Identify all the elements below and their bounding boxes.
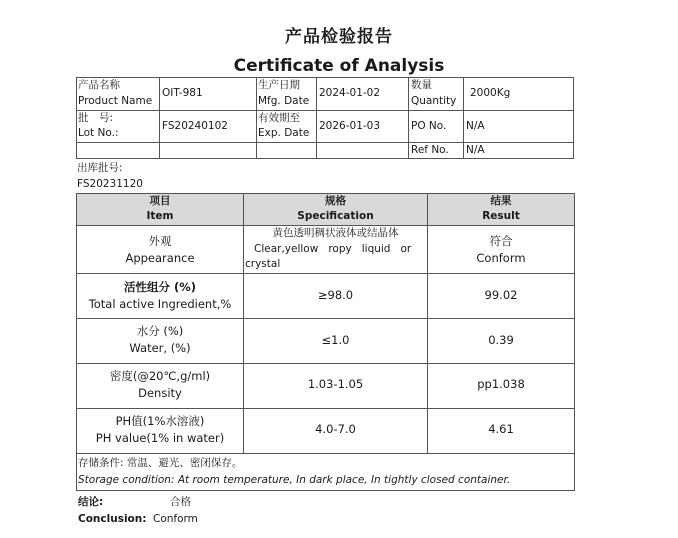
row-item-en: Appearance bbox=[125, 251, 195, 265]
mfg-date-value: 2024-01-02 bbox=[319, 87, 381, 99]
ref-no-label: Ref No. bbox=[411, 144, 449, 156]
header-item-en: Item bbox=[146, 210, 174, 222]
header-spec-cn: 规格 bbox=[325, 195, 346, 207]
row-item-cn: 外观 bbox=[148, 234, 172, 248]
row-result: 99.02 bbox=[484, 288, 518, 302]
storage-en: Storage condition: At room temperature, In dark place, In tightly closed container. bbox=[78, 474, 511, 486]
row-item-cn: 密度(@20℃,g/ml) bbox=[109, 369, 211, 383]
product-name-label-en: Product Name bbox=[78, 95, 153, 107]
exp-date-value: 2026-01-03 bbox=[319, 120, 381, 132]
row-result: pp1.038 bbox=[477, 377, 525, 391]
row-spec: ≤1.0 bbox=[321, 333, 350, 347]
row-item-en: Total active Ingredient,% bbox=[88, 297, 232, 311]
outbound-value: FS20231120 bbox=[77, 178, 143, 190]
lot-no-label-cn: 批 号: bbox=[78, 112, 114, 124]
quantity-label-en: Quantity bbox=[411, 95, 457, 107]
row-item-en: Water, (%) bbox=[129, 341, 191, 355]
row-item-en: Density bbox=[138, 386, 182, 400]
lot-no-value: FS20240102 bbox=[162, 120, 228, 132]
header-result-cn: 结果 bbox=[490, 195, 512, 207]
row-item-cn: 水分 (%) bbox=[136, 324, 184, 338]
row-item-cn: PH值(1%水溶液) bbox=[115, 414, 205, 428]
row-spec-cn: 黄色透明稠状液体或结晶体 bbox=[272, 227, 399, 239]
row-result: 4.61 bbox=[488, 422, 514, 436]
exp-date-label-en: Exp. Date bbox=[258, 127, 310, 139]
product-name-value: OIT-981 bbox=[162, 87, 203, 99]
conclusion-value-en: Conform bbox=[153, 513, 198, 525]
quantity-value: 2000Kg bbox=[470, 87, 511, 99]
outbound-label: 出库批号: bbox=[77, 162, 123, 174]
row-result: 0.39 bbox=[488, 333, 514, 347]
lot-no-label-en: Lot No.: bbox=[78, 127, 119, 139]
product-name-label-cn: 产品名称 bbox=[78, 79, 120, 91]
ref-no-value: N/A bbox=[466, 144, 485, 156]
title-cn: 产品检验报告 bbox=[285, 27, 393, 47]
conclusion-label-cn: 结论: bbox=[78, 496, 104, 508]
row-spec-en-line1: Clear,yellow ropy liquid or bbox=[254, 243, 412, 255]
mfg-date-label-cn: 生产日期 bbox=[258, 79, 300, 91]
row-result-en: Conform bbox=[476, 251, 526, 265]
conclusion-label-en: Conclusion: bbox=[78, 513, 147, 525]
title-en: Certificate of Analysis bbox=[233, 56, 445, 76]
po-no-label: PO No. bbox=[411, 120, 447, 132]
row-spec: 4.0-7.0 bbox=[315, 422, 356, 436]
conclusion-value-cn: 合格 bbox=[170, 496, 191, 508]
row-item-en: PH value(1% in water) bbox=[95, 431, 225, 445]
row-spec-en-line2: crystal bbox=[245, 258, 281, 270]
header-item-cn: 项目 bbox=[149, 195, 171, 207]
exp-date-label-cn: 有效期至 bbox=[258, 112, 300, 124]
row-spec: 1.03-1.05 bbox=[307, 377, 364, 391]
quantity-label-cn: 数量 bbox=[411, 79, 432, 91]
row-spec: ≥98.0 bbox=[317, 288, 354, 302]
row-item-cn: 活性组分 (%) bbox=[123, 280, 197, 294]
storage-cn: 存储条件: 常温、避光、密闭保存。 bbox=[78, 457, 243, 469]
row-result-cn: 符合 bbox=[489, 234, 513, 248]
po-no-value: N/A bbox=[466, 120, 485, 132]
mfg-date-label-en: Mfg. Date bbox=[258, 95, 310, 107]
header-spec-en: Specification bbox=[297, 210, 374, 222]
header-result-en: Result bbox=[482, 210, 520, 222]
